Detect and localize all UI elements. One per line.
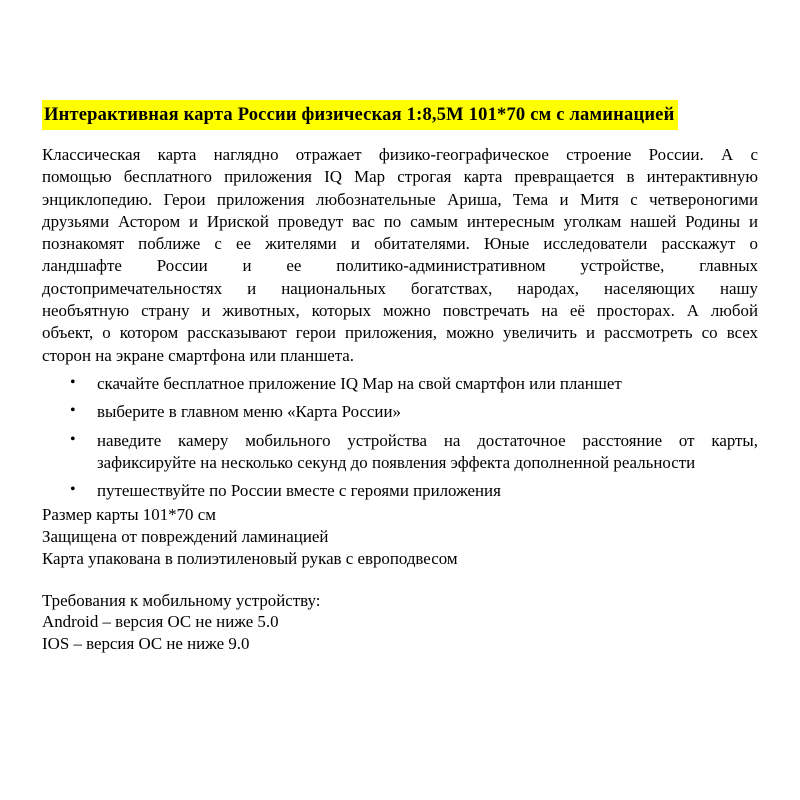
instructions-list bbox=[42, 373, 758, 502]
requirement-android: Android – версия ОС не ниже 5.0 bbox=[42, 612, 279, 632]
list-item bbox=[42, 430, 758, 475]
page-title-highlight: Интерактивная карта России физическая 1:8,5М 101*70 см с ламинацией bbox=[42, 100, 678, 130]
list-item-text: путешествуйте по России вместе с героями приложения bbox=[97, 481, 501, 501]
list-item-text: наведите камеру мобильного устройства на достаточное расстояние от карты, зафиксируйте на несколько секунд до появления эффекта дополненной реальности bbox=[97, 430, 758, 472]
list-item bbox=[42, 480, 758, 502]
paragraph-line: достопримечательностях и национальных богатствах, народах, населяющих нашу bbox=[42, 278, 758, 298]
list-item bbox=[42, 373, 758, 395]
requirements-section bbox=[42, 590, 758, 655]
requirement-ios: IOS – версия ОС не ниже 9.0 bbox=[42, 633, 250, 653]
page-title bbox=[42, 103, 758, 128]
paragraph-line: друзьями Астором и Ириской проведут вас по самым интересным уголкам нашей Родины и bbox=[42, 211, 758, 231]
paragraph-line: познакомят поближе с ее жителями и обитателями. Юные исследователи расскажут о bbox=[42, 234, 758, 254]
list-item-text: скачайте бесплатное приложение IQ Map на свой смартфон или планшет bbox=[97, 373, 622, 393]
spec-lamination: Защищена от повреждений ламинацией bbox=[42, 527, 329, 547]
paragraph-line: необъятную страну и животных, которых можно повстречать на её просторах. А любой bbox=[42, 301, 758, 321]
bullet-icon: • bbox=[70, 430, 76, 448]
bullet-icon: • bbox=[70, 481, 76, 499]
spec-packaging: Карта упакована в полиэтиленовый рукав с европодвесом bbox=[42, 548, 458, 568]
paragraph-line: ландшафте России и ее политико-административном устройстве, главных bbox=[42, 256, 758, 276]
spec-size: Размер карты 101*70 см bbox=[42, 505, 216, 525]
list-item-text: выберите в главном меню «Карта России» bbox=[97, 402, 401, 422]
bullet-icon: • bbox=[70, 402, 76, 420]
paragraph-line: Классическая карта наглядно отражает физико-географическое строение России. А с bbox=[42, 145, 758, 164]
paragraph-line: помощью бесплатного приложения IQ Map строгая карта превращается в интерактивную bbox=[42, 167, 758, 187]
bullet-icon: • bbox=[70, 373, 76, 391]
paragraph-line: сторон на экране смартфона или планшета. bbox=[42, 345, 355, 365]
paragraph-line: объект, о котором рассказывают герои приложения, можно увеличить и рассмотреть со всех bbox=[42, 323, 758, 343]
intro-paragraph bbox=[42, 144, 758, 367]
list-item bbox=[42, 401, 758, 423]
requirements-heading: Требования к мобильному устройству: bbox=[42, 590, 321, 610]
specs-section bbox=[42, 504, 758, 569]
paragraph-line: энциклопедию. Герои приложения любознательные Ариша, Тема и Митя с четвероногими bbox=[42, 189, 758, 209]
